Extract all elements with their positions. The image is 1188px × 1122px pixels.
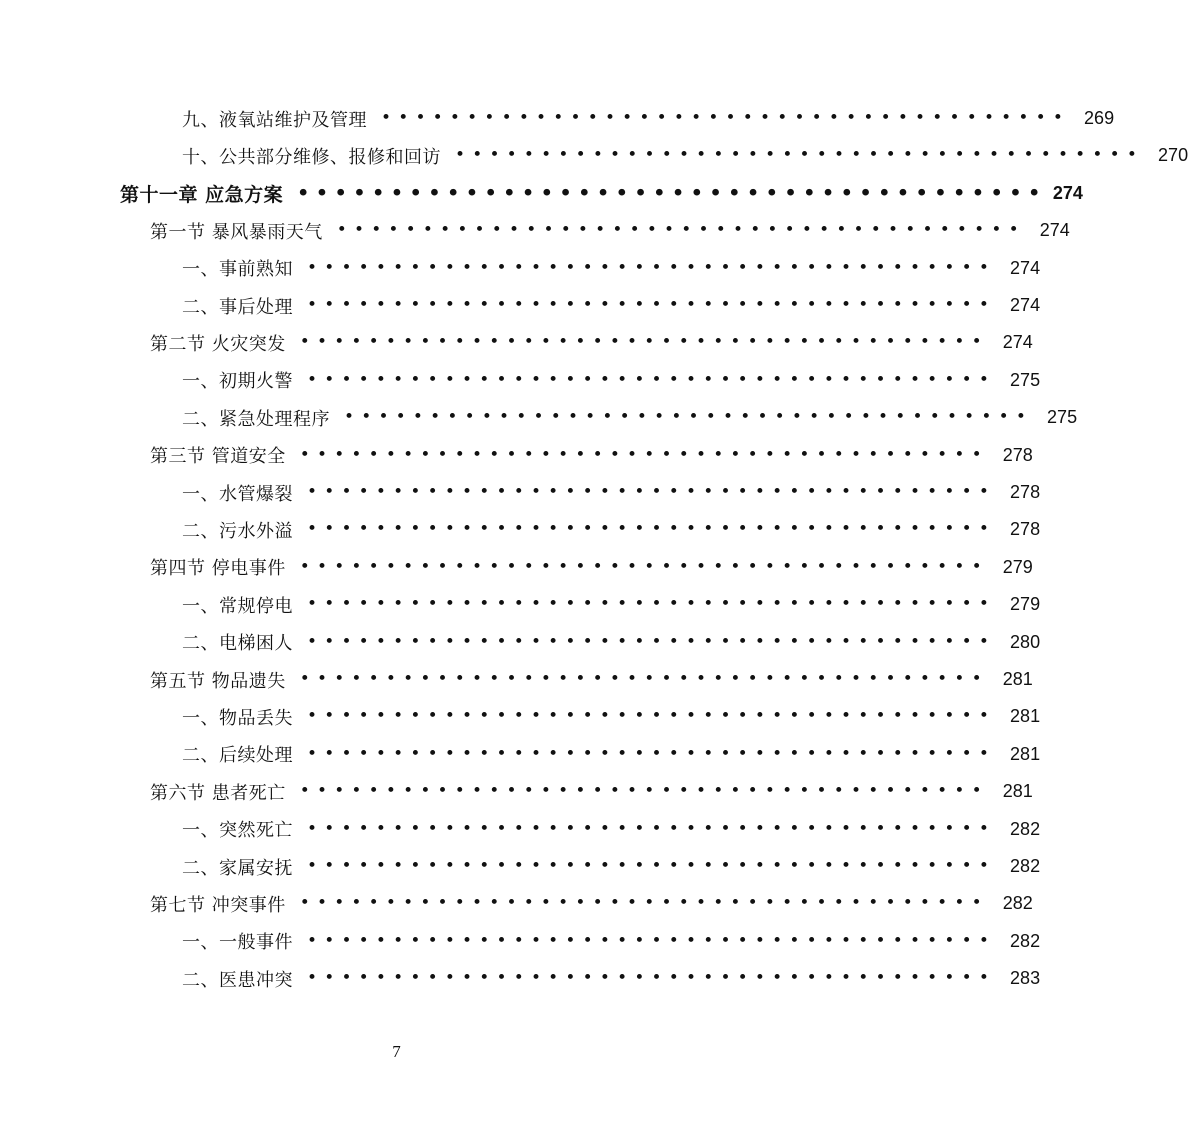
- dot-leader: ••••••••••••••••••••••••••••••••••••••••: [307, 930, 997, 951]
- dot-leader: ••••••••••••••••••••••••••••••••••••••••: [297, 181, 1047, 204]
- toc-entry-page: 278: [1002, 444, 1033, 465]
- toc-entry[interactable]: [150, 212, 1070, 249]
- toc-entry-title: 第四节 停电事件: [150, 558, 286, 580]
- toc-entry-page: 274: [1002, 332, 1033, 353]
- toc-entry-page: 275: [1047, 407, 1078, 428]
- toc-entry[interactable]: [150, 885, 1033, 922]
- toc-entry-title: 一、事前熟知: [182, 259, 293, 281]
- dot-leader: ••••••••••••••••••••••••••••••••••••••••: [307, 706, 997, 727]
- toc-entry-title: 第六节 患者死亡: [150, 782, 286, 804]
- toc-entry-title: 二、事后处理: [182, 296, 293, 318]
- toc-entry-title: 一、一般事件: [182, 932, 293, 954]
- toc-entry[interactable]: [182, 511, 1041, 548]
- toc-entry-title: 二、污水外溢: [182, 520, 293, 542]
- toc-entry-title: 第三节 管道安全: [150, 446, 286, 468]
- toc-entry[interactable]: [150, 661, 1033, 698]
- toc-entry-title: 第十一章 应急方案: [120, 183, 284, 206]
- dot-leader: ••••••••••••••••••••••••••••••••••••••••: [307, 257, 997, 278]
- toc-entry[interactable]: [150, 773, 1033, 810]
- toc-entry[interactable]: [182, 250, 1041, 287]
- toc-entry[interactable]: [182, 586, 1041, 623]
- dot-leader: ••••••••••••••••••••••••••••••••••••••••: [307, 295, 997, 315]
- toc-entry-title: 一、突然死亡: [182, 820, 293, 842]
- toc-entry-title: 二、医患冲突: [182, 969, 293, 991]
- page-number: 7: [392, 1042, 401, 1061]
- toc-entry-page: 278: [1010, 519, 1041, 540]
- dot-leader: ••••••••••••••••••••••••••••••••••••••••: [381, 108, 1071, 128]
- toc-entry-title: 九、液氧站维护及管理: [182, 109, 367, 131]
- toc-entry-title: 二、后续处理: [182, 745, 293, 767]
- toc-entry[interactable]: [182, 362, 1041, 399]
- dot-leader: ••••••••••••••••••••••••••••••••••••••••: [336, 220, 1026, 241]
- toc-entry-page: 283: [1010, 968, 1041, 989]
- toc-entry-title: 第七节 冲突事件: [150, 894, 286, 916]
- toc-entry-title: 十、公共部分维修、报修和回访: [182, 146, 441, 168]
- toc-entry[interactable]: [182, 100, 1115, 137]
- toc-entry[interactable]: [182, 474, 1041, 511]
- toc-entry-title: 一、物品丢失: [182, 707, 293, 729]
- dot-leader: ••••••••••••••••••••••••••••••••••••••••: [455, 145, 1145, 166]
- toc-entry-title: 二、紧急处理程序: [182, 408, 330, 430]
- toc-entry[interactable]: [182, 960, 1041, 997]
- dot-leader: ••••••••••••••••••••••••••••••••••••••••: [307, 631, 997, 652]
- toc-entry-title: 第二节 火灾突发: [150, 333, 286, 355]
- toc-entry[interactable]: [182, 923, 1041, 960]
- toc-entry[interactable]: [182, 736, 1041, 773]
- toc-entry-title: 第五节 物品遗失: [150, 670, 286, 692]
- toc-entry[interactable]: [120, 175, 1083, 212]
- toc-entry-page: 282: [1010, 930, 1041, 951]
- toc-entry-page: 280: [1010, 631, 1041, 652]
- toc-entry[interactable]: [182, 624, 1041, 661]
- dot-leader: ••••••••••••••••••••••••••••••••••••••••: [307, 743, 997, 764]
- dot-leader: ••••••••••••••••••••••••••••••••••••••••: [307, 482, 997, 502]
- dot-leader: ••••••••••••••••••••••••••••••••••••••••: [307, 968, 997, 989]
- toc-entry-page: 281: [1010, 743, 1041, 764]
- toc-entry-page: 282: [1010, 818, 1041, 839]
- toc-entry-page: 279: [1010, 594, 1041, 615]
- toc-entry-page: 281: [1010, 706, 1041, 727]
- toc-entry-title: 二、家属安抚: [182, 857, 293, 879]
- dot-leader: ••••••••••••••••••••••••••••••••••••••••: [307, 856, 997, 876]
- dot-leader: ••••••••••••••••••••••••••••••••••••••••: [307, 519, 997, 540]
- dot-leader: ••••••••••••••••••••••••••••••••••••••••: [344, 407, 1034, 428]
- toc-entry-page: 281: [1002, 669, 1033, 689]
- toc-entry[interactable]: [182, 811, 1041, 848]
- toc-entry-page: 279: [1002, 556, 1033, 577]
- dot-leader: ••••••••••••••••••••••••••••••••••••••••: [307, 369, 997, 390]
- toc-entry-page: 269: [1084, 108, 1115, 128]
- toc-entry-page: 282: [1002, 893, 1033, 914]
- toc-entry[interactable]: [182, 698, 1041, 735]
- dot-leader: ••••••••••••••••••••••••••••••••••••••••: [299, 332, 989, 353]
- toc-entry-page: 282: [1010, 856, 1041, 876]
- dot-leader: ••••••••••••••••••••••••••••••••••••••••: [307, 818, 997, 839]
- toc-entry[interactable]: [182, 848, 1041, 885]
- dot-leader: ••••••••••••••••••••••••••••••••••••••••: [299, 669, 989, 689]
- toc-entry-title: 二、电梯困人: [182, 633, 293, 655]
- dot-leader: ••••••••••••••••••••••••••••••••••••••••: [299, 444, 989, 465]
- toc-entry-page: 281: [1002, 781, 1033, 802]
- toc-entry[interactable]: [182, 287, 1041, 324]
- toc-entry-page: 275: [1010, 369, 1041, 390]
- toc-entry-page: 274: [1010, 295, 1041, 315]
- dot-leader: ••••••••••••••••••••••••••••••••••••••••: [299, 893, 989, 914]
- dot-leader: ••••••••••••••••••••••••••••••••••••••••: [307, 594, 997, 615]
- dot-leader: ••••••••••••••••••••••••••••••••••••••••: [299, 781, 989, 802]
- toc-entry-page: 274: [1052, 182, 1083, 203]
- toc-entry-title: 第一节 暴风暴雨天气: [150, 221, 323, 243]
- toc-entry-page: 274: [1010, 257, 1041, 278]
- toc-entry[interactable]: [150, 324, 1033, 361]
- dot-leader: ••••••••••••••••••••••••••••••••••••••••: [299, 556, 989, 577]
- toc-entry[interactable]: [182, 399, 1078, 436]
- toc-entry-title: 一、水管爆裂: [182, 483, 293, 505]
- toc-entry-title: 一、常规停电: [182, 595, 293, 617]
- toc-entry[interactable]: [182, 137, 1188, 174]
- toc-entry-title: 一、初期火警: [182, 371, 293, 393]
- toc-entry[interactable]: [150, 437, 1033, 474]
- toc-entry[interactable]: [150, 549, 1033, 586]
- toc-entry-page: 274: [1039, 220, 1070, 241]
- toc-entry-page: 278: [1010, 482, 1041, 502]
- toc-entry-page: 270: [1158, 145, 1188, 166]
